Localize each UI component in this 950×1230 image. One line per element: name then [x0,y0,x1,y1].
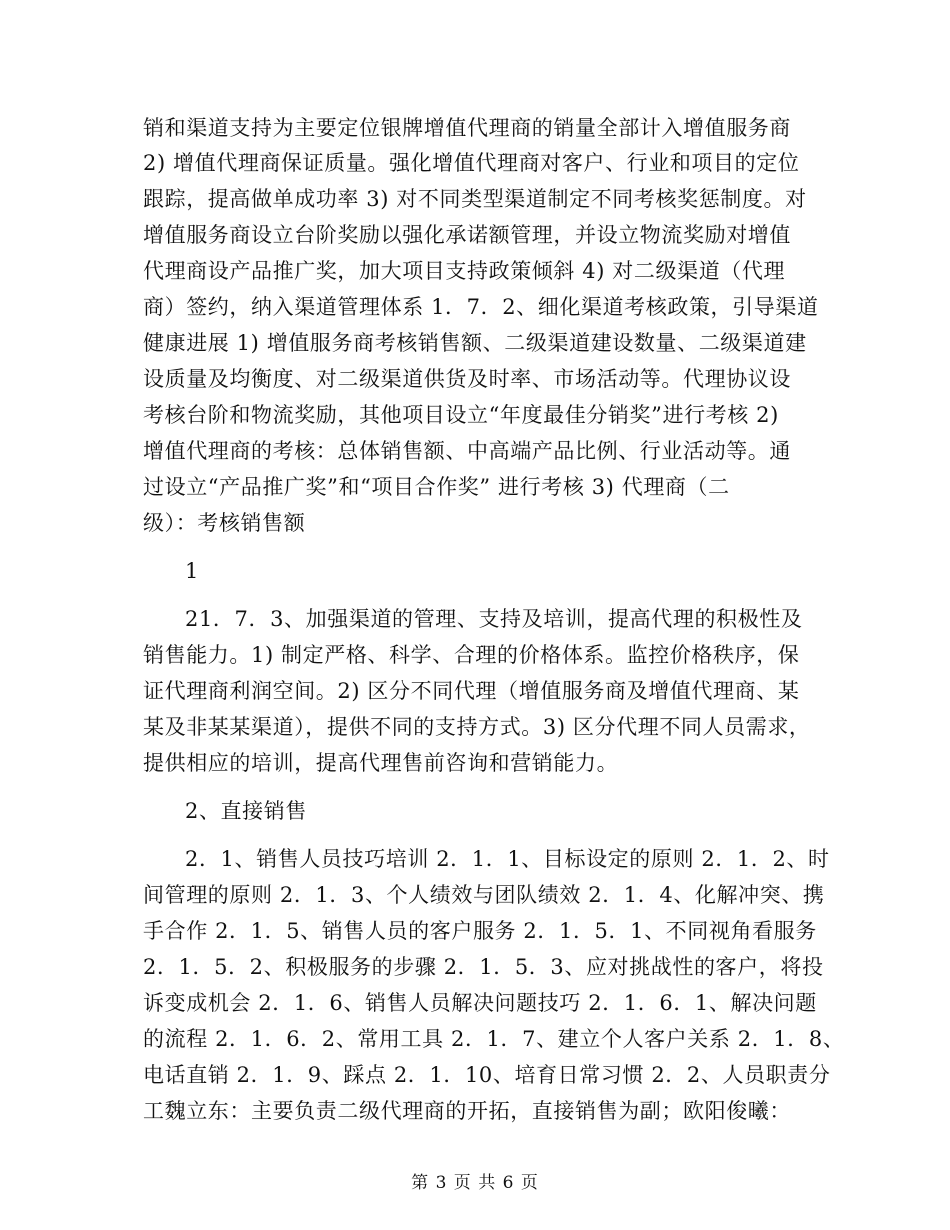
text-line: 设质量及均衡度、对二级渠道供货及时率、市场活动等。代理协议设 [143,367,791,391]
text-line: 商）签约，纳入渠道管理体系 1．7．2、细化渠道考核政策，引导渠道 [143,295,819,319]
text-line: 电话直销 2．1．9、踩点 2．1．10、培育日常习惯 2．2、人员职责分 [143,1063,831,1087]
text-line: 增值代理商的考核：总体销售额、中高端产品比例、行业活动等。通 [143,439,791,463]
text-line: 过设立“产品推广奖”和“项目合作奖” 进行考核 3) 代理商（二 [143,475,730,499]
text-line: 诉变成机会 2．1．6、销售人员解决问题技巧 2．1．6．1、解决问题 [143,991,817,1015]
text-line: 提供相应的培训，提高代理售前咨询和营销能力。 [143,751,619,775]
text-line: 2．1．5．2、积极服务的步骤 2．1．5．3、应对挑战性的客户，将投 [143,955,824,979]
text-line: 销和渠道支持为主要定位银牌增值代理商的销量全部计入增值服务商 [143,116,791,140]
text-line: 级）：考核销售额 [143,511,306,535]
text-line: 2) 增值代理商保证质量。强化增值代理商对客户、行业和项目的定位 [143,151,800,175]
text-line: 健康进展 1) 增值服务商考核销售额、二级渠道建设数量、二级渠道建 [143,331,807,355]
paragraph-start: 2．1、销售人员技巧培训 2．1．1、目标设定的原则 2．1．2、时 [185,847,830,871]
page-footer: 第 3 页 共 6 页 [411,1173,539,1193]
text-line: 增值服务商设立台阶奖励以强化承诺额管理，并设立物流奖励对增值 [143,223,791,247]
text-line: 手合作 2．1．5、销售人员的客户服务 2．1．5．1、不同视角看服务 [143,919,817,943]
text-line: 销售能力。1) 制定严格、科学、合理的价格体系。监控价格秩序，保 [143,643,800,667]
text-line: 某及非某某渠道），提供不同的支持方式。3) 区分代理不同人员需求， [143,715,811,739]
paragraph-start: 21．7．3、加强渠道的管理、支持及培训，提高代理的积极性及 [185,607,803,631]
text-line: 跟踪，提高做单成功率 3) 对不同类型渠道制定不同考核奖惩制度。对 [143,187,807,211]
page-marker: 1 [185,559,199,583]
text-line: 代理商设产品推广奖，加大项目支持政策倾斜 4) 对二级渠道（代理 [143,259,786,283]
text-line: 工魏立东：主要负责二级代理商的开拓，直接销售为副；欧阳俊曦： [143,1099,791,1123]
text-line: 的流程 2．1．6．2、常用工具 2．1．7、建立个人客户关系 2．1．8、 [143,1027,845,1051]
section-heading: 2、直接销售 [185,799,307,823]
text-line: 间管理的原则 2．1．3、个人绩效与团队绩效 2．1．4、化解冲突、携 [143,883,825,907]
text-line: 考核台阶和物流奖励，其他项目设立“年度最佳分销奖”进行考核 2) [143,403,779,427]
text-line: 证代理商利润空间。2) 区分不同代理（增值服务商及增值代理商、某 [143,679,800,703]
